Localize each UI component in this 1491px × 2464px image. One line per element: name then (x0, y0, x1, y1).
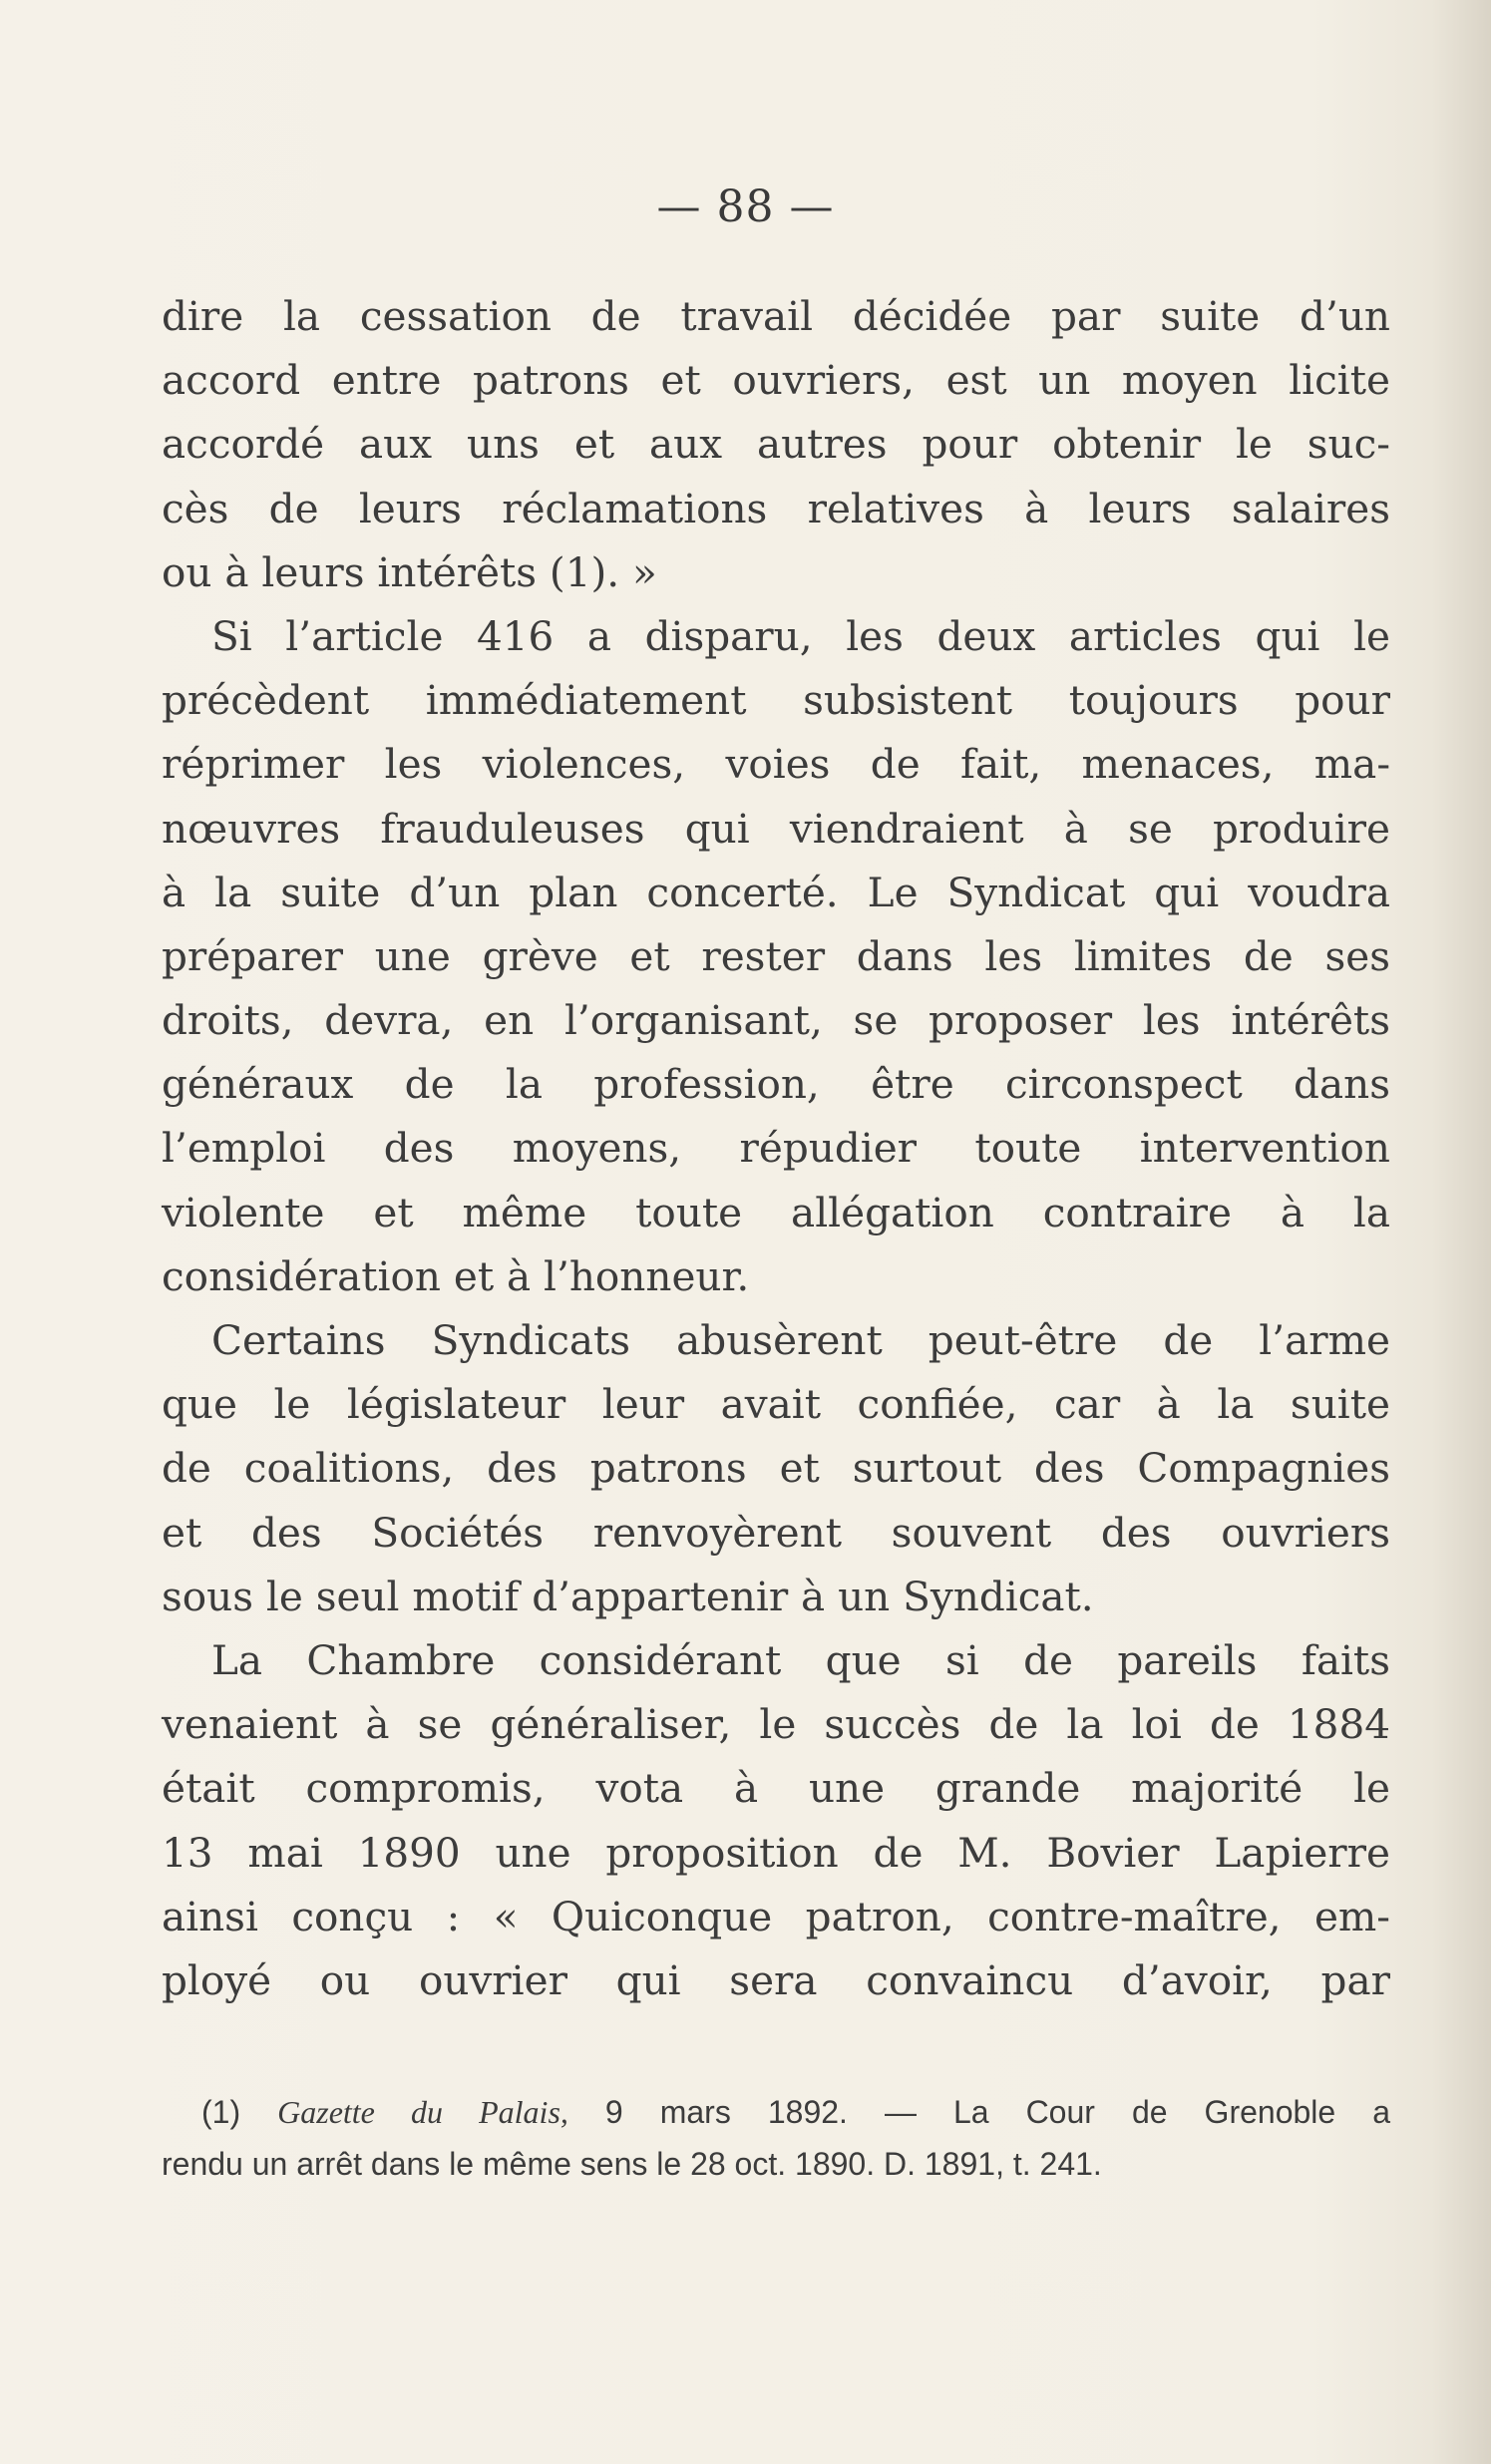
body-line: réprimer les violences, voies de fait, menaces, ma- (162, 740, 1390, 789)
footnote-source: Gazette du Palais, (277, 2094, 568, 2130)
body-line: précèdent immédiatement subsistent toujours pour (162, 676, 1390, 725)
body-line: était compromis, vota à une grande majorité le (162, 1764, 1390, 1813)
footnote (162, 2086, 1390, 2190)
body-line: considération et à l’honneur. (162, 1251, 750, 1300)
body-line: ainsi conçu : « Quiconque patron, contre-maître, em- (162, 1892, 1390, 1940)
body-line: préparer une grève et rester dans les limites de ses (162, 931, 1390, 980)
footnote-marker: (1) (201, 2094, 241, 2130)
body-line: accordé aux uns et aux autres pour obtenir le suc- (162, 420, 1390, 469)
body-line: que le législateur leur avait confiée, car à la suite (162, 1380, 1390, 1429)
body-line: de coalitions, des patrons et surtout des Compagnies (162, 1444, 1390, 1493)
body-line: sous le seul motif d’appartenir à un Syndicat. (162, 1572, 1094, 1620)
body-line: Si l’article 416 a disparu, les deux articles qui le (211, 611, 1390, 660)
body-text (162, 284, 1390, 2012)
body-line: accord entre patrons et ouvriers, est un moyen licite (162, 356, 1390, 405)
body-line: Certains Syndicats abusèrent peut-être de l’arme (211, 1316, 1390, 1364)
page-number: — 88 — (656, 181, 835, 232)
body-line: cès de leurs réclamations relatives à leurs salaires (162, 484, 1390, 532)
body-line: et des Sociétés renvoyèrent souvent des ouvriers (162, 1508, 1390, 1557)
footnote-line-2: rendu un arrêt dans le même sens le 28 oct. 1890. D. 1891, t. 241. (162, 2146, 1102, 2182)
body-line: ou à leurs intérêts (1). » (162, 547, 657, 596)
body-line: violente et même toute allégation contraire à la (162, 1188, 1390, 1236)
body-line: 13 mai 1890 une proposition de M. Bovier Lapierre (162, 1828, 1390, 1877)
body-line: nœuvres frauduleuses qui viendraient à se produire (162, 804, 1390, 853)
body-line: ployé ou ouvrier qui sera convaincu d’avoir, par (162, 1955, 1390, 2004)
body-line: La Chambre considérant que si de pareils faits (211, 1635, 1390, 1684)
body-line: à la suite d’un plan concerté. Le Syndicat qui voudra (162, 868, 1390, 916)
body-line: généraux de la profession, être circonspect dans (162, 1060, 1390, 1109)
footnote-line-1 (162, 2086, 1390, 2138)
body-line: droits, devra, en l’organisant, se proposer les intérêts (162, 996, 1390, 1045)
body-line: venaient à se généraliser, le succès de la loi de 1884 (162, 1700, 1390, 1749)
body-line: l’emploi des moyens, répudier toute intervention (162, 1124, 1390, 1173)
body-line: dire la cessation de travail décidée par suite d’un (162, 292, 1390, 340)
footnote-text: 9 mars 1892. — La Cour de Grenoble a (604, 2094, 1391, 2130)
